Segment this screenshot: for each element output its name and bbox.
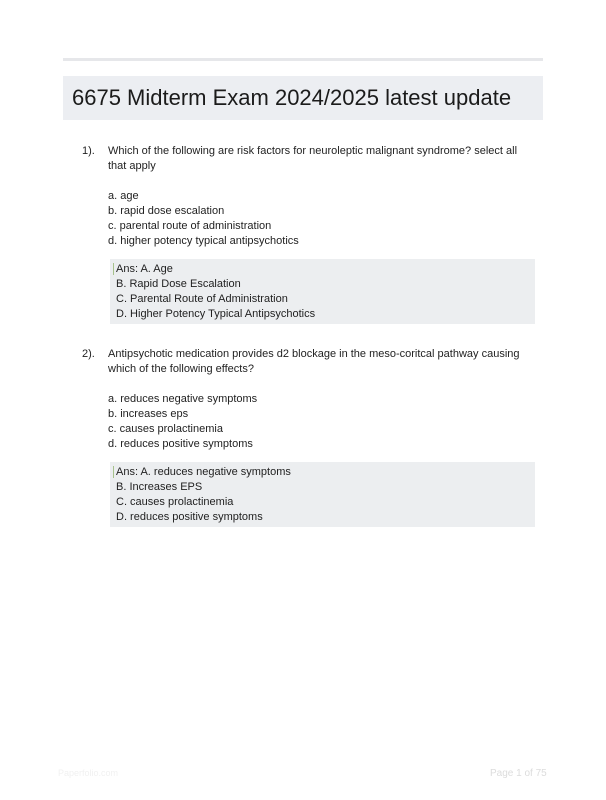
option-b: b. increases eps	[108, 408, 189, 420]
option-a: a. age	[108, 190, 139, 202]
answer-box	[110, 462, 535, 527]
answer-line: D. Higher Potency Typical Antipsychotics	[116, 308, 316, 320]
answer-line: C. Parental Route of Administration	[116, 293, 288, 305]
answer-line: Ans: A. Age	[116, 263, 173, 275]
option-b: b. rapid dose escalation	[108, 205, 225, 217]
option-list	[108, 189, 536, 249]
option-d: d. reduces positive symptoms	[108, 438, 253, 450]
question-text: Antipsychotic medication provides d2 blockage in the meso-coritcal pathway causing which of the following effects?	[108, 348, 520, 375]
option-c: c. causes prolactinemia	[108, 423, 223, 435]
footer-site: Paperfolio.com	[58, 768, 119, 778]
option-list	[108, 392, 536, 452]
option-c: c. parental route of administration	[108, 220, 272, 232]
page-number: Page 1 of 75	[490, 768, 547, 779]
question-number: 1).	[82, 145, 95, 157]
answer-line: B. Rapid Dose Escalation	[116, 278, 241, 290]
top-divider	[63, 58, 543, 61]
answer-line: B. Increases EPS	[116, 481, 203, 493]
answer-line: C. causes prolactinemia	[116, 496, 234, 508]
answer-line: D. reduces positive symptoms	[116, 511, 263, 523]
question-number: 2).	[82, 348, 95, 360]
option-a: a. reduces negative symptoms	[108, 393, 258, 405]
title-banner	[63, 76, 543, 120]
page-title: 6675 Midterm Exam 2024/2025 latest update	[72, 85, 512, 110]
option-d: d. higher potency typical antipsychotics	[108, 235, 299, 247]
answer-box	[110, 259, 535, 324]
question-text: Which of the following are risk factors for neuroleptic malignant syndrome? select all that apply	[108, 145, 518, 172]
answer-line: Ans: A. reduces negative symptoms	[116, 466, 291, 478]
